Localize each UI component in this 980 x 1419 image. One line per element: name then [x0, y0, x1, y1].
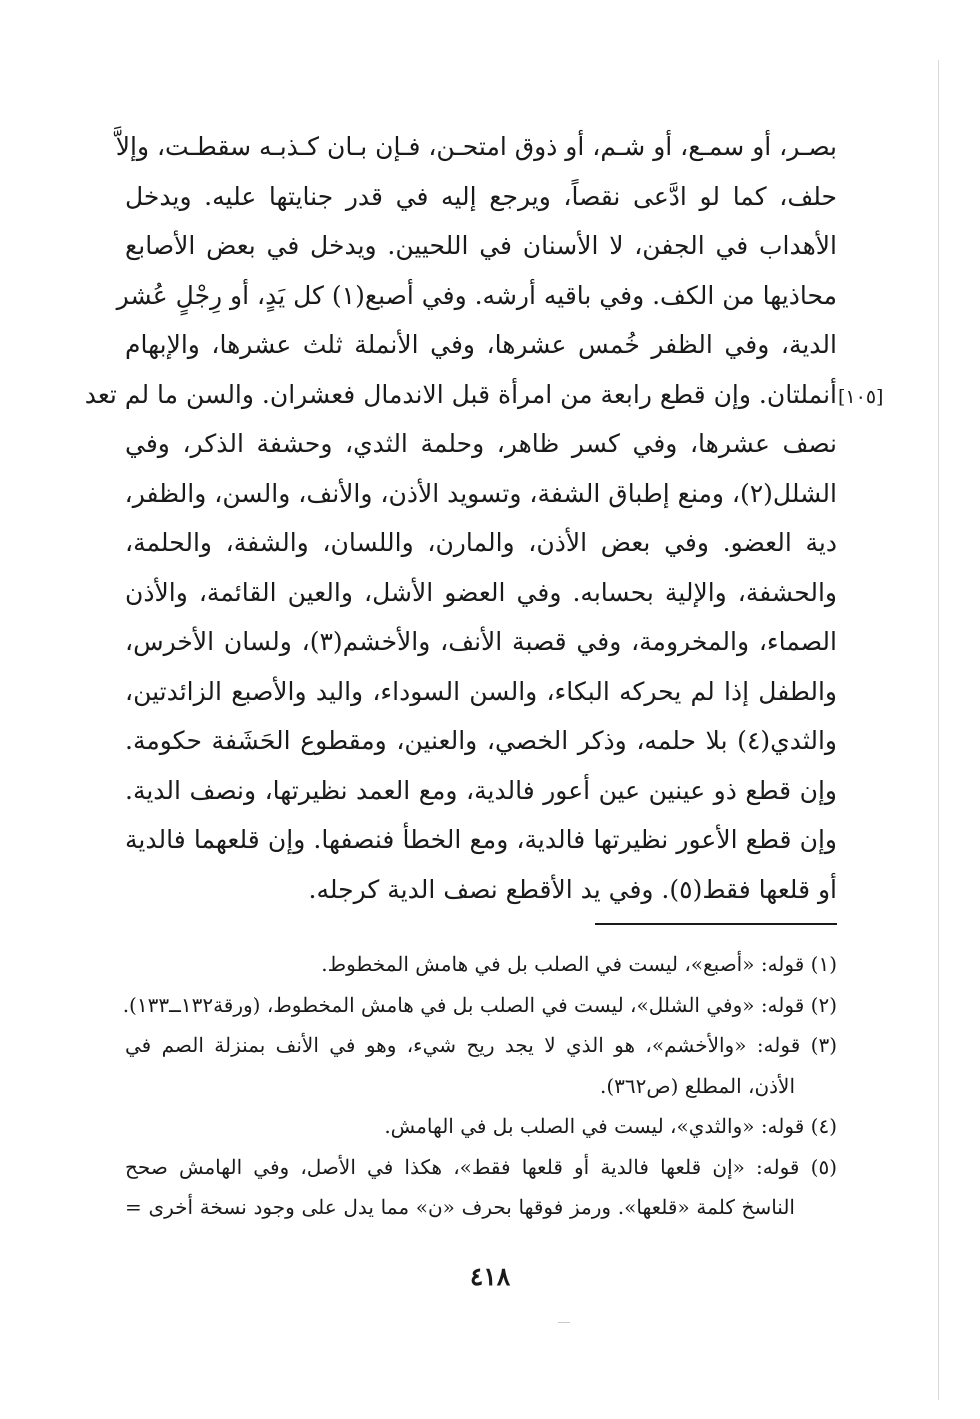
footnote-2: (٢) قوله: «وفي الشلل»، ليست في الصلب بل في هامش المخطوط، (ورقة١٣٢ــ١٣٣).: [122, 992, 837, 1017]
text-line: نصف عشرها، وفي كسر ظاهر، وحلمة الثدي، وحشفة الذكر، وفي: [125, 429, 837, 458]
text-line: والثدي(٤) بلا حلمه، وذكر الخصي، والعنين، ومقطوع الحَشَفة حكومة.: [125, 726, 837, 755]
footnotes: [122, 944, 837, 1228]
text-line: الدية، وفي الظفر خُمس عشرها، وفي الأنملة ثلث عشرها، والإبهام: [125, 330, 837, 359]
footnote-5-continuation: الناسخ كلمة «قلعها». ورمز فوقها بحرف «ن» مما يدل على وجود نسخة أخرى =: [125, 1195, 795, 1219]
margin-rule: [938, 60, 939, 1400]
text-line: الأهداب في الجفن، لا الأسنان في اللحيين. ويدخل في بعض الأصابع: [125, 231, 837, 260]
text-line: دية العضو. وفي بعض الأذن، والمارن، واللسان، والشفة، والحلمة،: [125, 528, 837, 557]
text-line: والطفل إذا لم يحركه البكاء، والسن السوداء، واليد والأصبع الزائدتين،: [125, 676, 837, 706]
text-line: أو قلعها فقط(٥). وفي يد الأقطع نصف الدية كرجله.: [308, 874, 837, 904]
text-line: الصماء، والمخرومة، وفي قصبة الأنف، والأخشم(٣)، ولسان الأخرس،: [125, 627, 837, 656]
text-line: والحشفة، والإلية بحسابه. وفي العضو الأشل، والعين القائمة، والأذن: [125, 577, 837, 607]
scan-mark: [558, 1322, 570, 1323]
footnote-3-continuation: الأذن، المطلع (ص٣٦٢).: [600, 1073, 795, 1098]
text-line: وإن قطع ذو عينين عين أعور فالدية، ومع العمد نظيرتها، ونصف الدية.: [125, 775, 837, 805]
footnote-5: (٥) قوله: «إن قلعها فالدية أو قلعها فقط»، هكذا في الأصل، وفي الهامش صحح: [125, 1154, 837, 1179]
text-line: الشلل(٢)، ومنع إطباق الشفة، وتسويد الأذن، والأنف، والسن، والظفر،: [124, 478, 837, 508]
text-line: بصـر، أو سمـع، أو شـم، أو ذوق امتحـن، فـإن بـان كـذبـه سقطـت، وإلاَّ: [115, 132, 837, 161]
text-line: أنملتان. وإن قطع رابعة من امرأة قبل الاندمال فعشران. والسن ما لم تعد: [84, 379, 837, 409]
footnote-4: (٤) قوله: «والثدي»، ليست في الصلب بل في الهامش.: [384, 1114, 837, 1138]
text-line: محاذيها من الكف. وفي باقيه أرشه. وفي أصبع(١) كل يَدٍ، أو رِجْلٍ عُشر: [116, 280, 837, 310]
page-number: ٤١٨: [469, 1262, 511, 1291]
footnote-separator: [595, 923, 837, 925]
text-line: حلف، كما لو ادَّعى نقصاً، ويرجع إليه في قدر جنايتها عليه. ويدخل: [125, 181, 837, 211]
manuscript-folio-marker: [١٠٥]: [838, 386, 884, 408]
main-text: [84, 122, 837, 914]
text-line: وإن قطع الأعور نظيرتها فالدية، ومع الخطأ فنصفها. وإن قلعهما فالدية: [125, 825, 837, 854]
footnote-1: (١) قوله: «أصبع»، ليست في الصلب بل في هامش المخطوط.: [321, 952, 837, 976]
footnote-3: (٣) قوله: «والأخشم»، هو الذي لا يجد ريح شيء، وهو في الأنف بمنزلة الصم في: [125, 1033, 837, 1057]
